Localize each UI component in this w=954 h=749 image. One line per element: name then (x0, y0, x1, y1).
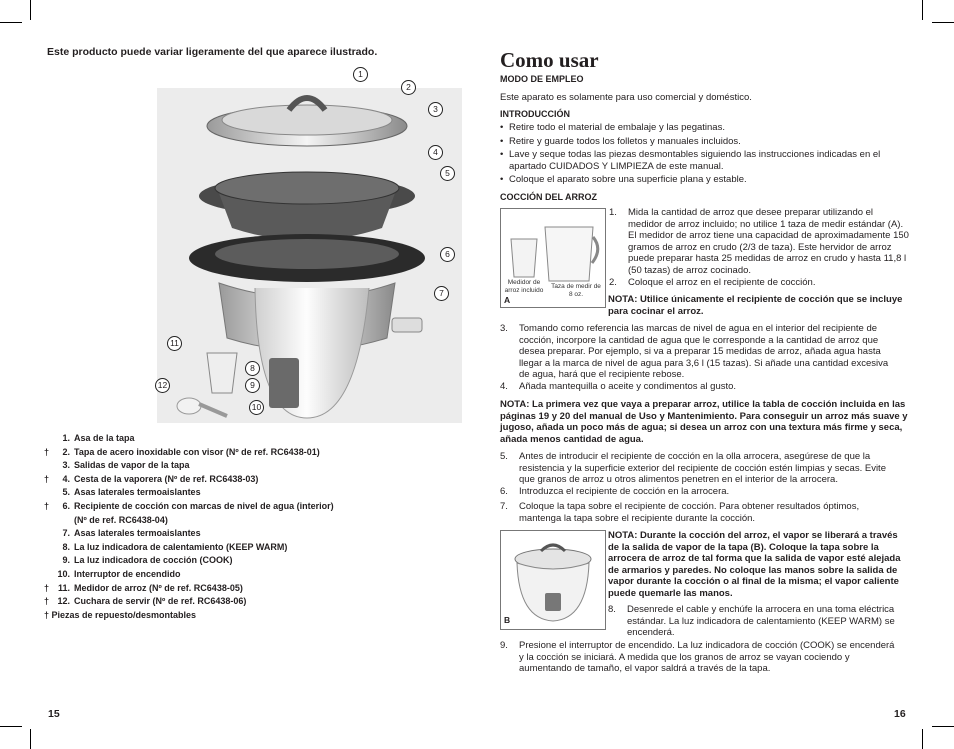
callout-5: 5 (440, 166, 455, 181)
callout-3: 3 (428, 102, 443, 117)
note-1: NOTA: Utilice únicamente el recipiente de cocción que se incluye para cocinar el arroz. (608, 294, 903, 317)
rice-cooker-steam-icon (501, 531, 605, 629)
figure-b-label: B (504, 615, 511, 625)
caption-8oz-cup: Taza de medir de 8 oz. (551, 283, 601, 298)
step-5: 5. Antes de introducir el recipiente de cocción en la olla arrocera, asegúrese de que la resistencia y la superficie exterior del recipiente de cocción estén limpias y secas. Evite que granos de arroz u otros alimentos penetren en el interior de la arrocera. (500, 451, 886, 485)
figure-a (500, 208, 606, 308)
coccion-heading: COCCIÓN DEL ARROZ (500, 192, 598, 202)
parts-item: 5. Asas laterales termoaislantes (62, 487, 201, 498)
step-2: 2. Coloque el arroz en el recipiente de cocción. (609, 277, 816, 288)
crop-mark (932, 22, 954, 23)
parts-list (44, 432, 374, 622)
callout-7: 7 (434, 286, 449, 301)
crop-mark (30, 0, 31, 20)
parts-item: 9. La luz indicadora de cocción (COOK) (62, 555, 233, 566)
step-8: 8. Desenrede el cable y enchúfe la arrocera en una toma eléctrica estándar. La luz indicadora de calentamiento (KEEP WARM) se encenderá. (608, 604, 895, 638)
parts-item: † 4. Cesta de la vaporera (Nº de ref. RC6438-03) (44, 473, 259, 484)
step-3: 3. Tomando como referencia las marcas de nivel de agua en el interior del recipiente de cocción, incorpore la cantidad de agua que le corresponde a la cantidad de arroz que desea preparar. Por ejemplo, si va a preparar 15 medidas de arroz, añada agua hasta llegar a la marca de nivel de agua para 3,6 l (15 tazas). Si añade una cantidad excesiva de agua, hará que el recipiente rebose. (500, 323, 889, 380)
step-7: 7. Coloque la tapa sobre el recipiente de cocción. Para obtener resultados óptimos, mantenga la tapa sobre el recipiente durante la cocción. (500, 501, 860, 524)
parts-item: † 12. Cuchara de servir (Nº de ref. RC6438-06) (44, 596, 247, 607)
parts-item-continuation: (Nº de ref. RC6438-04) (74, 514, 168, 525)
intro-heading: INTRODUCCIÓN (500, 109, 570, 119)
exploded-view-illustration (157, 88, 462, 423)
step-9: 9. Presione el interruptor de encendido. La luz indicadora de cocción (COOK) se encenderá y la cocción se iniciará. A medida que los granos de arroz se vayan cociendo y aumentando de tamaño, el vapor saldrá a través de la tapa. (500, 640, 895, 674)
parts-item: † 2. Tapa de acero inoxidable con visor (Nº de ref. RC6438-01) (44, 446, 320, 457)
intro-bullets (500, 122, 910, 186)
figure-a-label: A (504, 295, 511, 305)
page-title: Como usar (500, 48, 599, 72)
figure-b (500, 530, 606, 630)
callout-6: 6 (440, 247, 455, 262)
callout-9: 9 (245, 378, 260, 393)
list-item: • Lave y seque todas las piezas desmontables siguiendo las instrucciones indicadas en el apartado CUIDADOS Y LIMPIEZA de este manual. (500, 149, 881, 172)
crop-mark (922, 729, 923, 749)
modo-text: Este aparato es solamente para uso comercial y doméstico. (500, 92, 752, 103)
crop-mark (0, 22, 22, 23)
intro-note: Este producto puede variar ligeramente del que aparece ilustrado. (47, 46, 378, 58)
callout-10: 10 (249, 400, 264, 415)
callout-12: 12 (155, 378, 170, 393)
callout-4: 4 (428, 145, 443, 160)
crop-mark (30, 729, 31, 749)
parts-item: 10. Interruptor de encendido (57, 568, 181, 579)
crop-mark (922, 0, 923, 20)
parts-item: 1. Asa de la tapa (62, 433, 135, 443)
crop-mark (0, 726, 22, 727)
list-item: • Coloque el aparato sobre una superficie plana y estable. (500, 174, 747, 185)
parts-item: 7. Asas laterales termoaislantes (62, 528, 201, 539)
parts-item: 3. Salidas de vapor de la tapa (62, 460, 190, 471)
page-number-right: 16 (894, 708, 906, 720)
step-6: 6. Introduzca el recipiente de cocción en la arrocera. (500, 486, 730, 497)
caption-rice-measurer: Medidor de arroz incluido (504, 279, 544, 294)
step-4: 4. Añada mantequilla o aceite y condimentos al gusto. (500, 381, 737, 392)
list-item: • Retire todo el material de embalaje y las pegatinas. (500, 122, 725, 133)
step-1: 1. Mida la cantidad de arroz que desee preparar utilizando el medidor de arroz incluido; no utilice 1 taza de medir estándar (A). El medidor de arroz tiene una capacidad de aproximadamente 150 gramos de arroz en crudo (2/3 de taza). Este hervidor de arroz puede preparar hasta 25 medidas de arroz en crudo y hasta 11,8 l (50 tazas) de arroz cocinado. (609, 207, 909, 276)
parts-item: † 11. Medidor de arroz (Nº de ref. RC6438-05) (44, 582, 243, 593)
parts-item: † 6. Recipiente de cocción con marcas de nivel de agua (interior) (44, 500, 334, 511)
callout-11: 11 (167, 336, 182, 351)
parts-footnote: † Piezas de repuesto/desmontables (44, 609, 197, 620)
rice-cooker-exploded-icon (157, 88, 462, 423)
modo-heading: MODO DE EMPLEO (500, 74, 584, 84)
crop-mark (932, 726, 954, 727)
note-3: NOTA: Durante la cocción del arroz, el vapor se liberará a través de la salida de vapor de la tapa (B). Coloque la tapa sobre la arrocera de arroz de tal forma que la salida de vapor esté alejada de armarios y paredes. No coloque las manos sobre la salida de vapor durante la cocción o al final de la misma; el vapor caliente puede quemarle las manos. (608, 530, 901, 599)
callout-1: 1 (353, 67, 368, 82)
callout-2: 2 (401, 80, 416, 95)
callout-8: 8 (245, 361, 260, 376)
list-item: • Retire y guarde todos los folletos y manuales incluidos. (500, 135, 741, 147)
note-2: NOTA: La primera vez que vaya a preparar arroz, utilice la tabla de cocción incluida en las páginas 19 y 20 del manual de Uso y Mantenimiento. Para conseguir un arroz más suave y jugoso, añada un poco más de agua; si desea un arroz con una textura más firme y seca, añada menos cantidad de agua. (500, 399, 908, 445)
page-number-left: 15 (48, 708, 60, 720)
parts-item: 8. La luz indicadora de calentamiento (KEEP WARM) (62, 541, 288, 552)
